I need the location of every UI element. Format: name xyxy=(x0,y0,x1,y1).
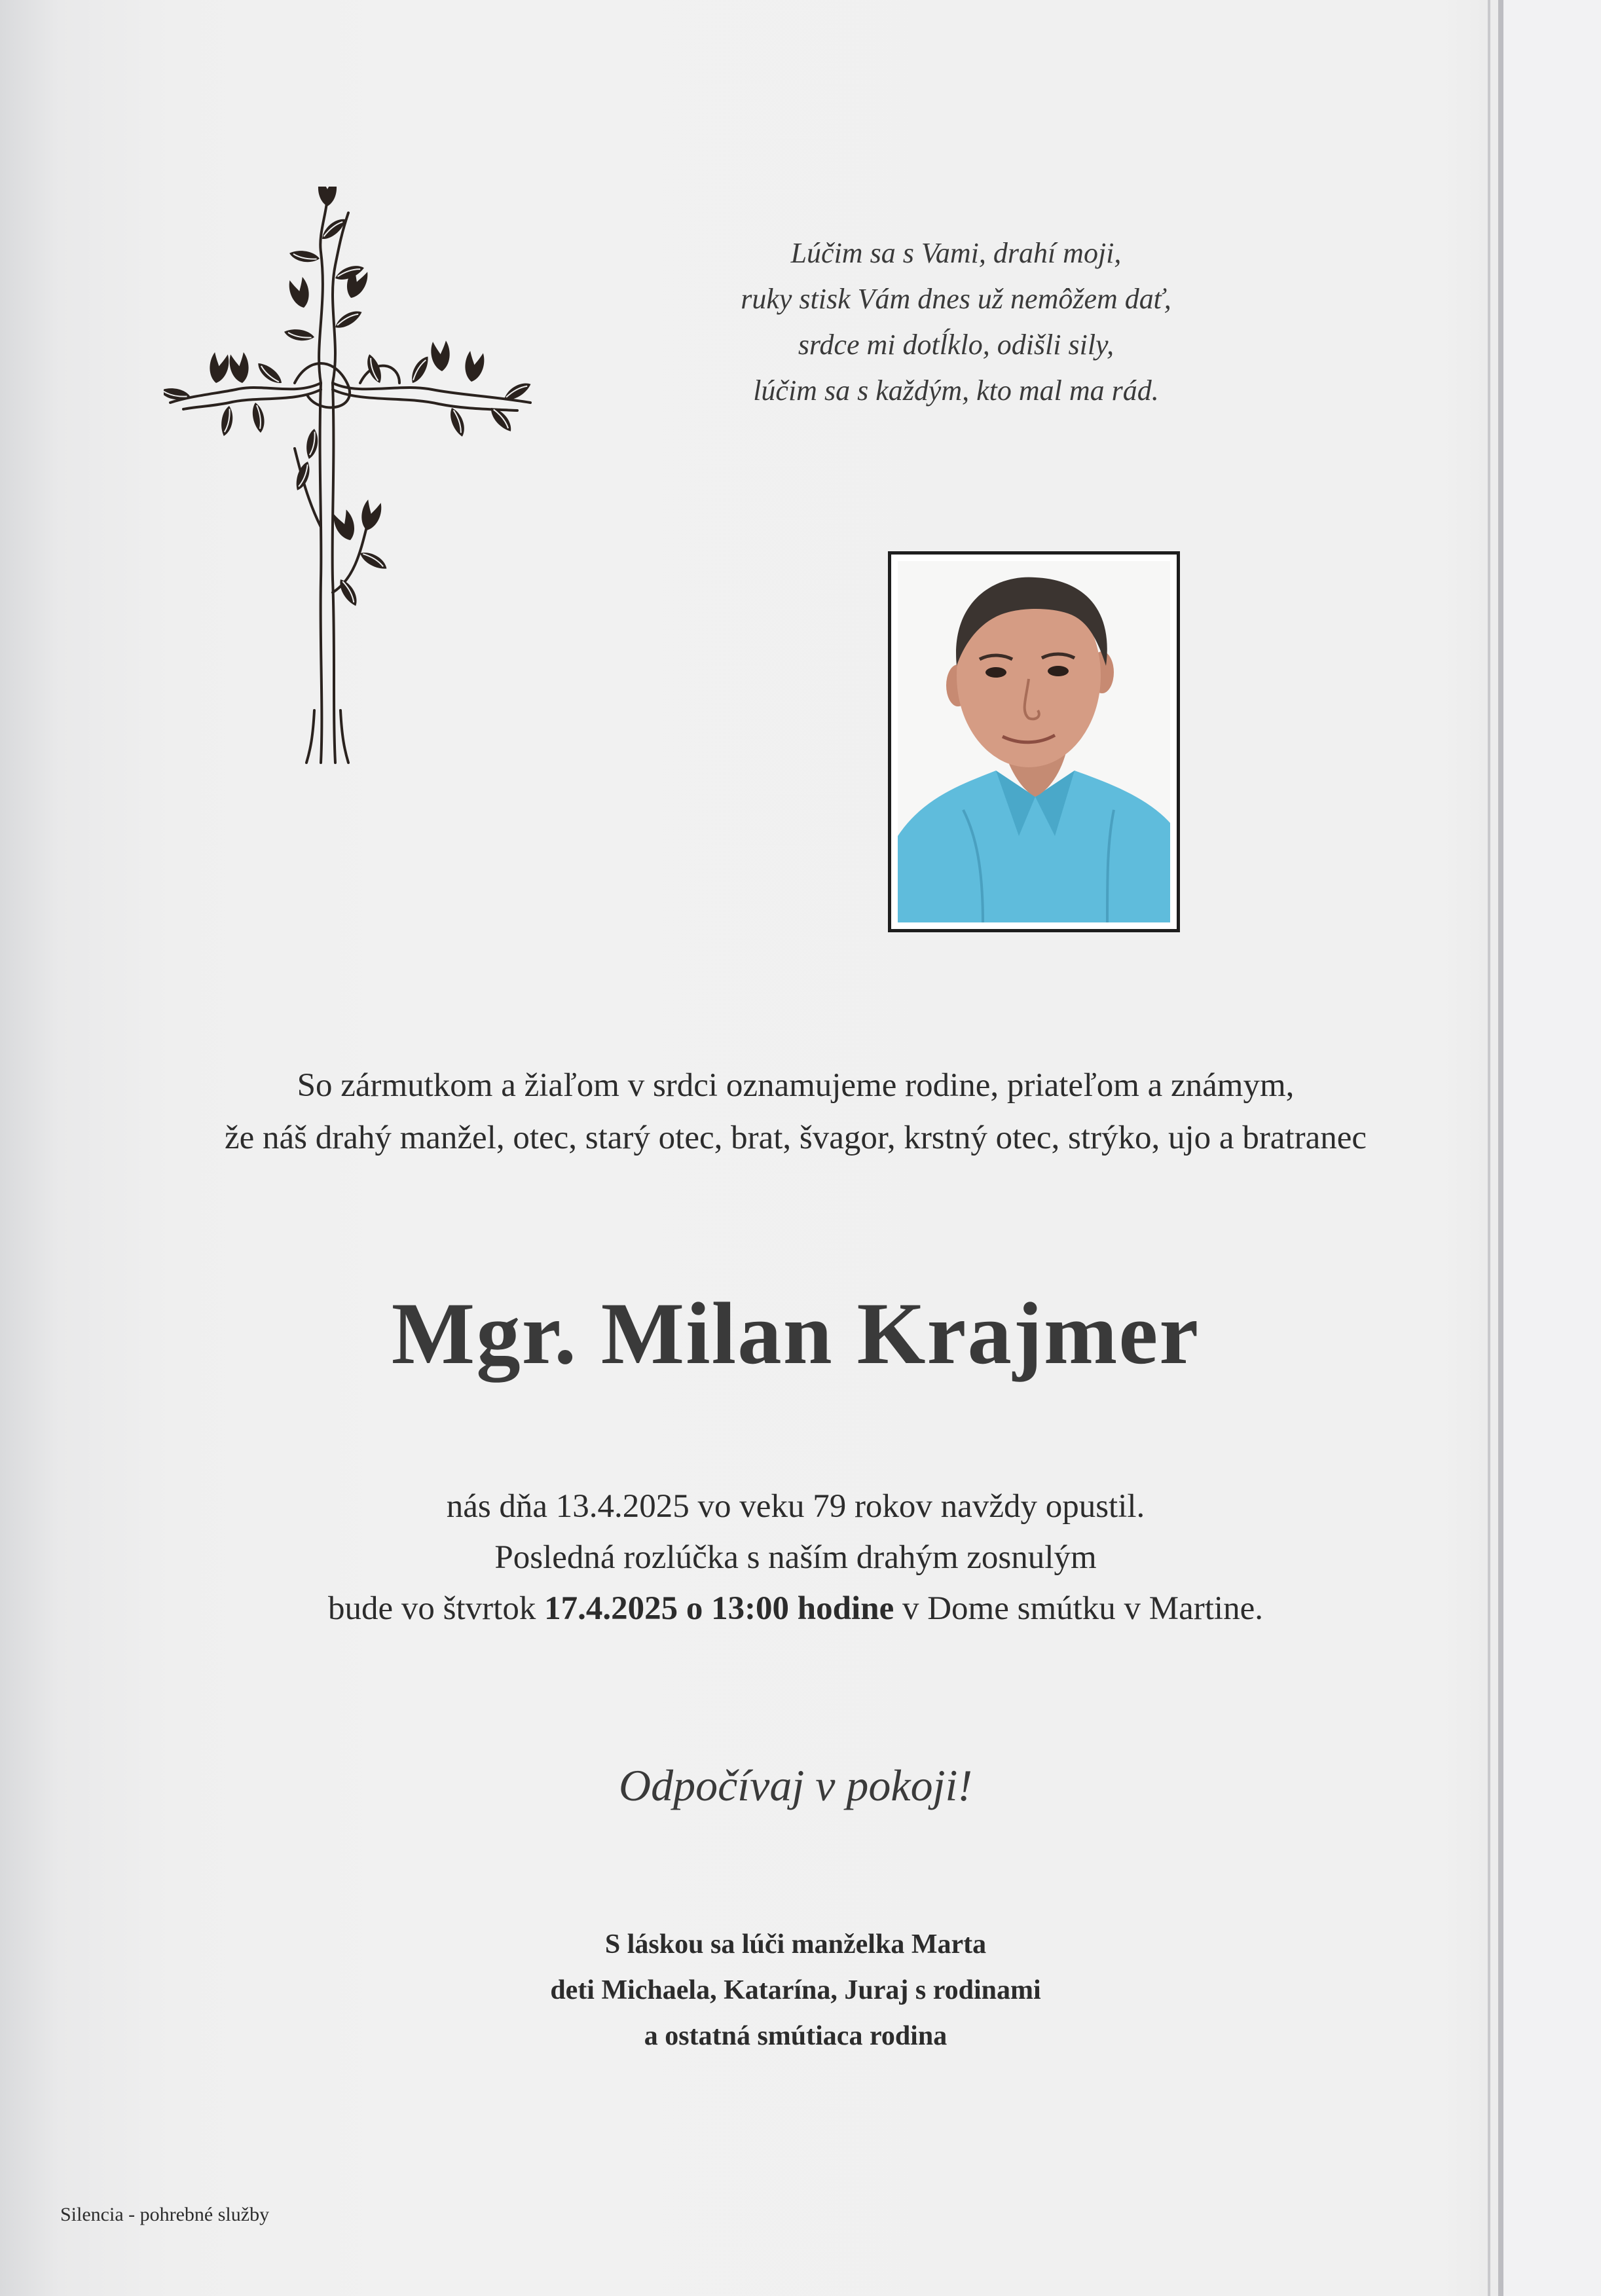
announcement-line: So zármutkom a žiaľom v srdci oznamujeme rodine, priateľom a známym, xyxy=(297,1067,1295,1104)
funeral-details xyxy=(131,1481,1460,1634)
footer-credit: Silencia - pohrebné služby xyxy=(60,2204,270,2225)
signatures xyxy=(131,1922,1460,2059)
farewell-text: Odpočívaj v pokoji! xyxy=(618,1760,973,1810)
details-prefix: bude vo štvrtok xyxy=(328,1590,545,1627)
deceased-name: Mgr. Milan Krajmer xyxy=(391,1285,1200,1383)
page-edge-strip xyxy=(1503,0,1601,2296)
page-edge-line xyxy=(1498,0,1503,2296)
signature-line: S láskou sa lúči manželka Marta xyxy=(604,1929,987,1959)
portrait-photo xyxy=(898,561,1170,922)
poem-line: ruky stisk Vám dnes už nemôžem dať, xyxy=(741,283,1171,315)
details-line: Posledná rozlúčka s naším drahým zosnulým xyxy=(494,1539,1097,1576)
poem-line: Lúčim sa s Vami, drahí moji, xyxy=(790,237,1122,269)
portrait-frame xyxy=(888,551,1180,932)
portrait-illustration xyxy=(898,561,1170,922)
tree-cross-icon xyxy=(164,187,543,776)
details-suffix: v Dome smútku v Martine. xyxy=(894,1590,1263,1627)
announcement xyxy=(111,1059,1480,1164)
signature-line: deti Michaela, Katarína, Juraj s rodinami xyxy=(550,1975,1041,2005)
poem-line: lúčim sa s každým, kto mal ma rád. xyxy=(753,374,1159,407)
page-edge-line xyxy=(1488,0,1490,2296)
details-line: nás dňa 13.4.2025 vo veku 79 rokov navždy opustil. xyxy=(446,1488,1145,1525)
funeral-date-time: 17.4.2025 o 13:00 hodine xyxy=(544,1590,894,1627)
signature-line: a ostatná smútiaca rodina xyxy=(644,2021,948,2051)
poem-line: srdce mi dotĺklo, odišli sily, xyxy=(798,329,1114,361)
announcement-line: že náš drahý manžel, otec, starý otec, brat, švagor, krstný otec, strýko, ujo a bratranec xyxy=(224,1120,1367,1156)
poem xyxy=(707,230,1205,414)
details-line xyxy=(131,1583,1460,1634)
